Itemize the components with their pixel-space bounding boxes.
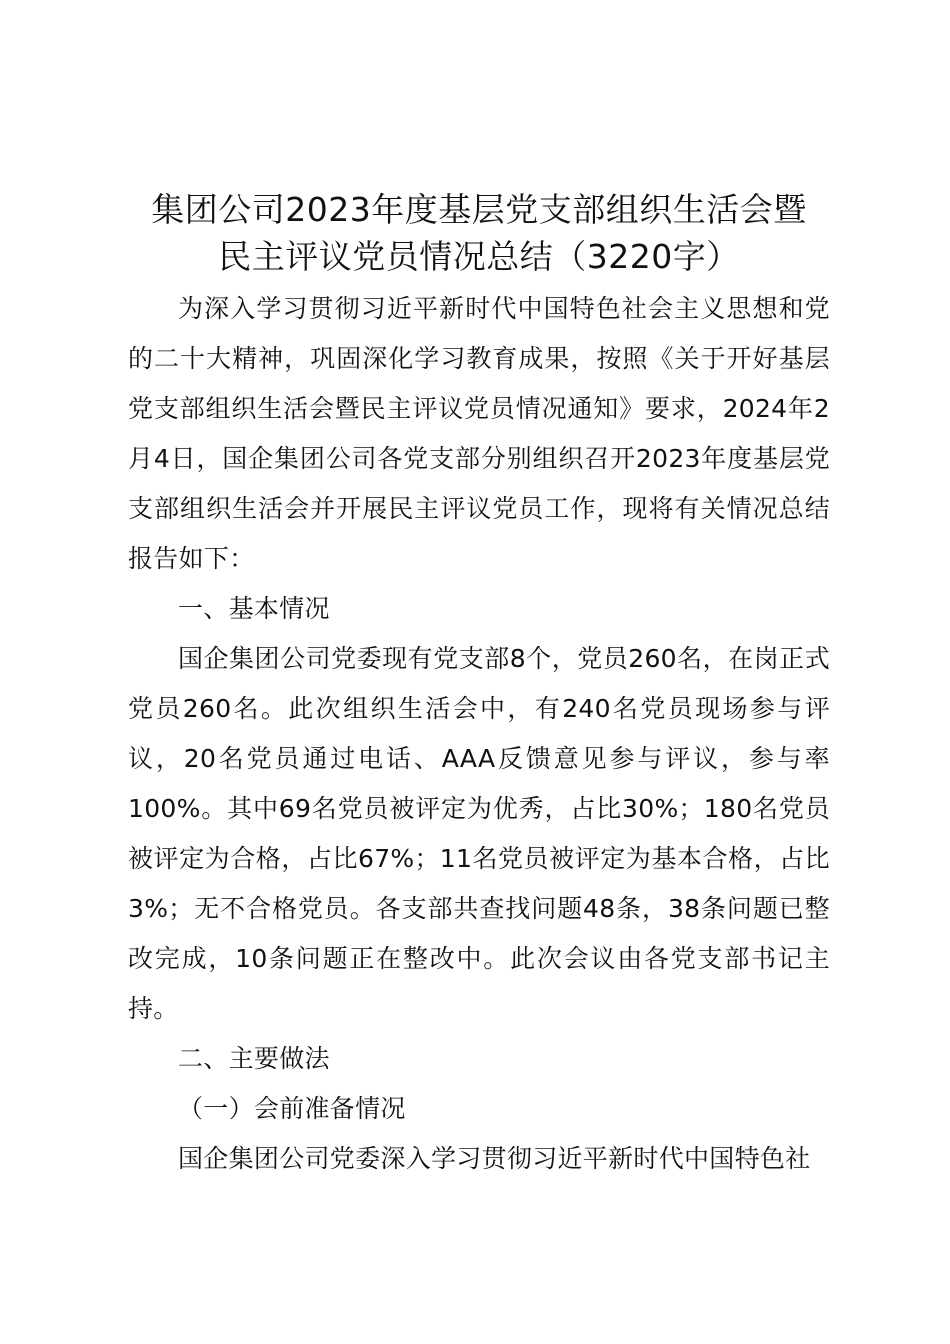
document-title: [98, 186, 860, 280]
section-heading-basic-situation: 一、基本情况: [178, 594, 330, 623]
title-line-1: 集团公司2023年度基层党支部组织生活会暨: [151, 190, 807, 229]
document-page: [128, 186, 830, 1184]
section-heading-main-practices: 二、主要做法: [178, 1044, 330, 1073]
subsection-heading-pre-meeting: （一）会前准备情况: [178, 1094, 406, 1123]
intro-paragraph: 为深入学习贯彻习近平新时代中国特色社会主义思想和党的二十大精神，巩固深化学习教育成果，按照《关于开好基层党支部组织生活会暨民主评议党员情况通知》要求，2024年2月4日，国企集团公司各党支部分别组织召开2023年度基层党支部组织生活会并开展民主评议党员工作，现将有关情况总结报告如下：: [128, 294, 830, 573]
title-line-2: 民主评议党员情况总结（3220字）: [218, 237, 740, 276]
basic-situation-paragraph: 国企集团公司党委现有党支部8个，党员260名，在岗正式党员260名。此次组织生活会中，有240名党员现场参与评议，20名党员通过电话、AAA反馈意见参与评议，参与率100%。其中69名党员被评定为优秀，占比30%；180名党员被评定为合格，占比67%；11名党员被评定为基本合格，占比3%；无不合格党员。各支部共查找问题48条，38条问题已整改完成，10条问题正在整改中。此次会议由各党支部书记主持。: [128, 644, 830, 1023]
pre-meeting-paragraph: 国企集团公司党委深入学习贯彻习近平新时代中国特色社: [178, 1144, 811, 1173]
